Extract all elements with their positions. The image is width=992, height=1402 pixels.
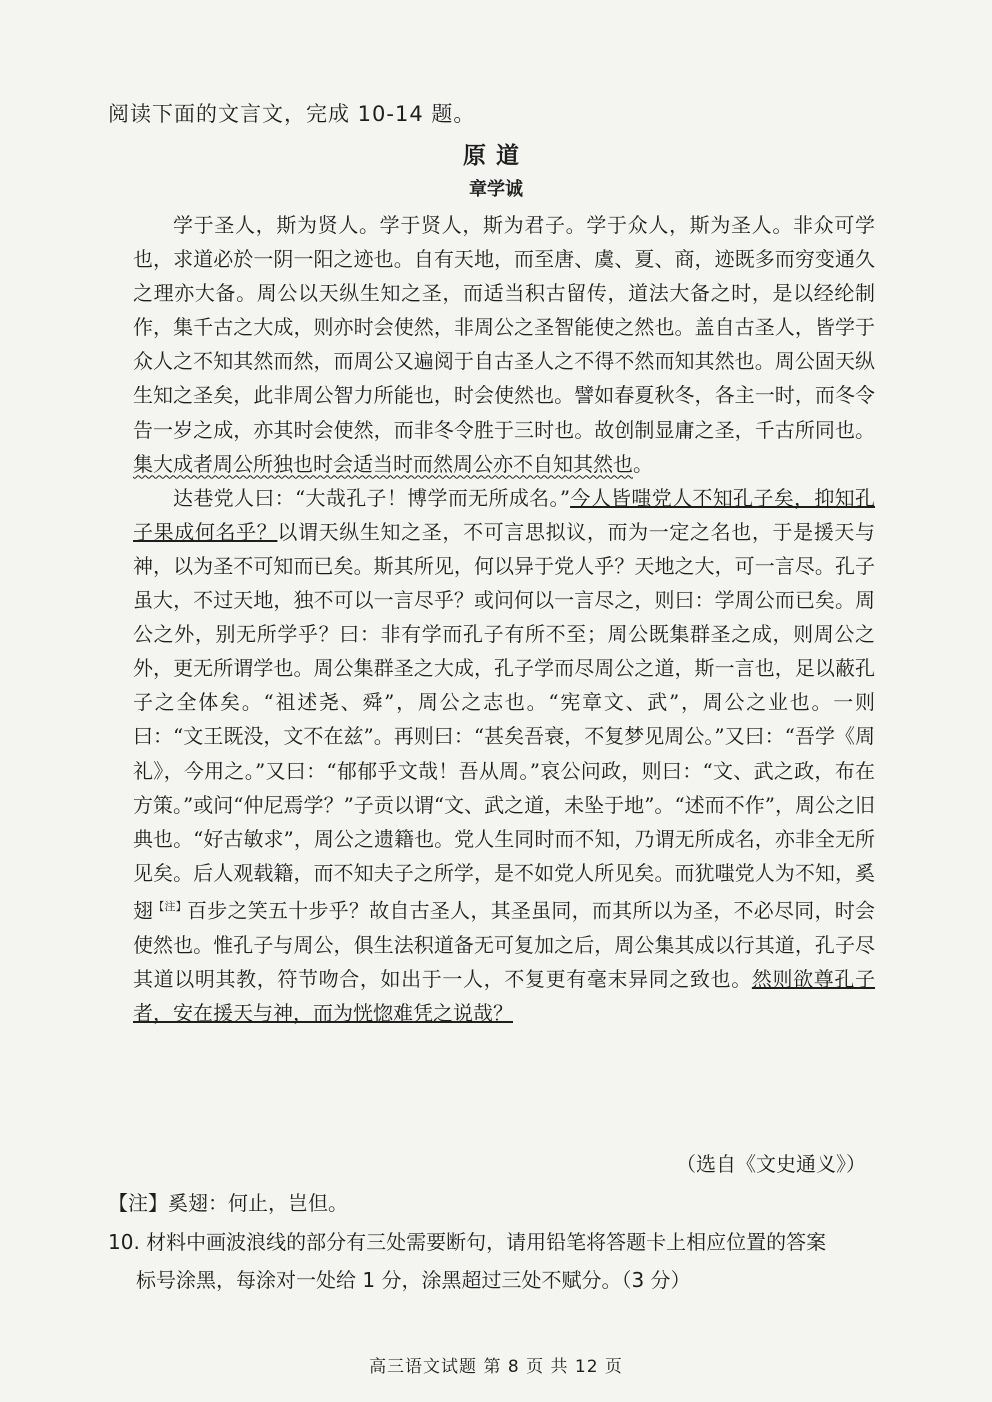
paragraph-2: [133, 481, 875, 1030]
annotation-marker: 【注】: [153, 899, 187, 913]
underlined-sentence-1: 今人皆嗤党人不知孔子矣，抑知孔子果成何名乎？: [133, 485, 876, 544]
section-instruction: 阅读下面的文言文，完成 10-14 题。: [108, 102, 476, 126]
passage-body: [133, 208, 875, 1030]
passage-author: 章学诚: [469, 179, 523, 200]
paragraph-1-end: 。: [633, 451, 653, 476]
source-citation: （选自《文史通义》）: [676, 1152, 866, 1176]
paragraph-2-middle: 以谓天纵生知之圣，不可言思拟议，而为一定之名也，于是援天与神，以为圣不可知而已矣。斯其所见，何以异于党人乎？天地之大，可一言尽。孔子虽大，不过天地，独不可以一言尽乎？或问何以一言尽之，则曰：学周公而已矣。周公之外，别无所学乎？曰：非有学而孔子有所不至；周公既集群圣之成，则周公之外，更无所谓学也。周公集群圣之大成，孔子学而尽周公之道，斯一言也，足以蔽孔子之全体矣。“祖述尧、舜”，周公之志也。“宪章文、武”，周公之业也。一则曰：“文王既没，文不在兹”。再则曰：“甚矣吾衰，不复梦见周公。”又曰：“吾学《周礼》，今用之。”又曰：“郁郁乎文哉！吾从周。”哀公问政，则曰：“文、武之政，布在方策。”或问“仲尼焉学？”子贡以谓“文、武之道，未坠于地”。“述而不作”，周公之旧典也。“好古敏求”，周公之遗籍也。党人生同时而不知，乃谓无所成名，亦非全无所见矣。后人观载籍，而不知夫子之所学，是不如党人所见矣。而犹嗤党人为不知，奚翅: [133, 519, 876, 923]
wavy-underline-sentence: 集大成者周公所独也时会适当时而然周公亦不自知其然也: [133, 451, 633, 476]
paragraph-2-rest: 百步之笑五十步乎？故自古圣人，其圣虽同，而其所以为圣，不必尽同，时会使然也。惟孔子与周公，俱生法积道备无可复加之后，周公集其成以行其道，孔子尽其道以明其教，符节吻合，如出于一人，不复更有毫末异同之致也。: [133, 898, 876, 991]
question-10: [108, 1223, 868, 1299]
question-10-line-1: 10. 材料中画波浪线的部分有三处需要断句，请用铅笔将答题卡上相应位置的答案: [108, 1230, 827, 1254]
paragraph-1-text: 学于圣人，斯为贤人。学于贤人，斯为君子。学于众人，斯为圣人。非众可学也，求道必於一阴一阳之迹也。自有天地，而至唐、虞、夏、商，迹既多而穷变通久之理亦大备。周公以天纵生知之圣，而适当积古留传，道法大备之时，是以经纶制作，集千古之大成，则亦时会使然，非周公之圣智能使之然也。盖自古圣人，皆学于众人之不知其然而然，而周公又遍阅于自古圣人之不得不然而知其然也。周公固天纵生知之圣矣，此非周公智力所能也，时会使然也。譬如春夏秋冬，各主一时，而冬令告一岁之成，亦其时会使然，而非冬令胜于三时也。故创制显庸之圣，千古所同也。: [133, 213, 875, 442]
paragraph-1: [133, 208, 875, 481]
paragraph-2-opening: 达巷党人曰：“大哉孔子！博学而无所成名。”: [173, 485, 571, 510]
passage-title-text: 原道: [463, 143, 529, 169]
annotation-note: 【注】奚翅：何止，岂但。: [108, 1191, 348, 1215]
passage-title: [0, 137, 992, 170]
underlined-sentence-2: 然则欲尊孔子者，安在援天与神，而为恍惚难凭之说哉？: [133, 966, 876, 1025]
page-footer: 高三语文试题 第 8 页 共 12 页: [369, 1357, 623, 1377]
question-10-line-2: 标号涂黑，每涂对一处给 1 分，涂黑超过三处不赋分。（3 分）: [136, 1268, 691, 1292]
